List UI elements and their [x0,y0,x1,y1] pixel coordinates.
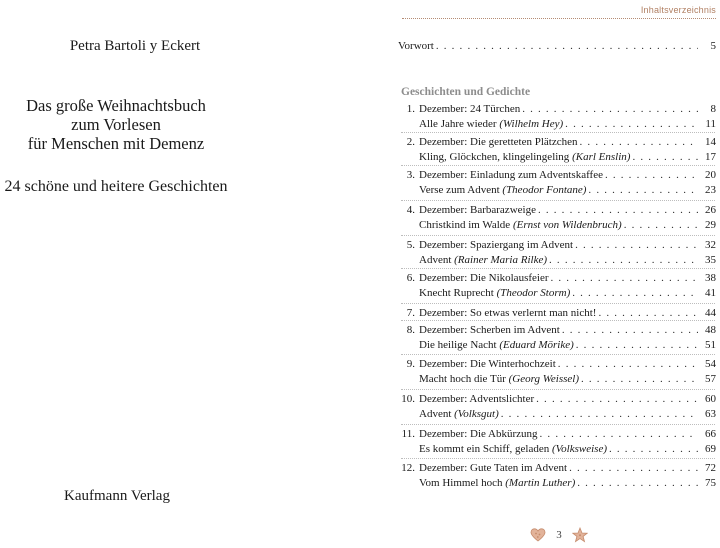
toc-poem-entry [398,477,575,490]
toc-row-story[interactable] [398,324,716,337]
dot-leader [436,40,698,53]
toc-poem-title: Kling, Glöckchen, klingelingeling [419,151,570,163]
dot-leader [540,428,698,441]
toc-group-divider [401,132,715,133]
dot-leader [501,408,698,421]
toc-poem-entry [398,118,563,131]
dot-leader [551,272,699,285]
toc-entry-label: Vorwort [398,40,434,52]
toc-row-story[interactable] [398,103,716,116]
page-number: 3 [556,529,562,541]
toc-row-poem[interactable] [398,184,716,197]
toc-story-title: Dezember: Spaziergang im Advent [419,239,574,251]
book-title [0,96,232,153]
toc-poem-entry [398,219,622,232]
toc-poem-author: (Theodor Fontane) [502,184,587,196]
toc-group-divider [401,268,715,269]
toc-story-title: Dezember: Gute Taten im Advent [419,462,568,474]
toc-poem-author: (Ernst von Wildenbruch) [512,219,622,231]
toc-day-number: 3. [406,169,415,181]
toc-row-poem[interactable] [398,118,716,131]
dot-leader [569,462,698,475]
toc-page-number: 75 [705,477,716,489]
toc-poem-title: Verse zum Advent [419,184,500,196]
dot-leader [562,324,698,337]
author-name: Petra Bartoli y Eckert [69,38,201,54]
toc-poem-entry [398,443,607,456]
dot-leader [549,254,698,267]
toc-page-number: 8 [710,103,716,115]
toc-page-number: 35 [705,254,716,266]
toc-story-title: Dezember: So etwas verlernt man nicht! [419,307,597,319]
dot-leader [632,151,698,164]
toc-poem-author: (Rainer Maria Rilke) [454,254,548,266]
toc-story-title: Dezember: Die Winterhochzeit [419,358,556,370]
toc-page-number: 48 [705,324,716,336]
toc-page-number: 38 [705,272,716,284]
toc-row-story[interactable] [398,272,716,285]
page-footer [398,526,720,544]
toc-story-title: Dezember: Die geretteten Plätzchen [419,136,578,148]
star-icon [572,527,588,543]
toc-page-number: 14 [705,136,716,148]
toc-poem-author: (Martin Luther) [505,477,576,489]
toc-page-number: 57 [705,373,716,385]
toc-poem-entry [398,254,547,267]
toc-page-number: 26 [705,204,716,216]
toc-row-poem[interactable] [398,339,716,352]
toc-story-title: Dezember: Scherben im Advent [419,324,560,336]
toc-poem-author: (Volksgut) [454,408,499,420]
toc-poem-author: (Theodor Storm) [496,287,571,299]
toc-page-number: 54 [705,358,716,370]
toc-poem-title: Macht hoch die Tür [419,373,506,385]
toc-poem-title: Die heilige Nacht [419,339,497,351]
toc-story-title: Dezember: Einladung zum Adventskaffee [419,169,603,181]
toc-row-poem[interactable] [398,219,716,232]
toc-story-title: Dezember: 24 Türchen [419,103,521,115]
toc-group-divider [401,235,715,236]
toc-row-poem[interactable] [398,151,716,164]
running-header: Inhaltsverzeichnis [640,5,716,15]
toc-poem-title: Knecht Ruprecht [419,287,494,299]
toc-group-divider [401,303,715,304]
book-title-line: für Menschen mit Demenz [27,134,205,153]
toc-story-entry [398,462,567,475]
toc-story-entry [398,136,578,149]
toc-page-number: 29 [705,219,716,231]
toc-day-number: 7. [406,307,415,319]
toc-group-divider [401,424,715,425]
toc-row-poem[interactable] [398,443,716,456]
dot-leader [605,169,698,182]
toc-group-divider [401,320,715,321]
dot-leader [580,136,698,149]
toc-row-story[interactable] [398,307,716,320]
toc-group-divider [401,200,715,201]
toc-poem-title: Advent [419,408,452,420]
toc-page-number: 20 [705,169,716,181]
toc-poem-title: Es kommt ein Schiff, geladen [419,443,550,455]
toc-group-divider [401,165,715,166]
toc-story-title: Dezember: Die Abkürzung [419,428,538,440]
toc-day-number: 2. [406,136,415,148]
toc-poem-entry [398,373,579,386]
toc-page-number: 44 [705,307,716,319]
toc-page-number: 72 [705,462,716,474]
toc-story-entry [398,272,549,285]
toc-story-title: Dezember: Die Nikolausfeier [419,272,549,284]
toc-day-number: 11. [401,428,415,440]
dot-leader [522,103,698,116]
toc-page-number: 11 [705,118,716,130]
toc-row-vorwort[interactable] [398,40,716,53]
toc-story-entry [398,103,520,116]
toc-row-story[interactable] [398,462,716,475]
toc-row-poem[interactable] [398,373,716,386]
toc-group-divider [401,354,715,355]
toc-day-number: 6. [406,272,415,284]
toc-page-number: 41 [705,287,716,299]
toc-poem-author: (Volksweise) [552,443,607,455]
toc-row-story[interactable] [398,136,716,149]
toc-row-poem[interactable] [398,408,716,421]
toc-story-entry [398,239,573,252]
toc-row-poem[interactable] [398,477,716,490]
toc-page-number: 69 [705,443,716,455]
toc-poem-entry [398,151,630,164]
publisher-name: Kaufmann Verlag [64,488,170,504]
toc-poem-title: Christkind im Walde [419,219,511,231]
toc-row-story[interactable] [398,358,716,371]
book-title-line: zum Vorlesen [71,115,161,134]
dot-leader [624,219,698,232]
toc-poem-entry [398,339,574,352]
toc-poem-entry [398,287,570,300]
dot-leader [575,239,698,252]
dot-leader [565,118,698,131]
toc-page-number: 17 [705,151,716,163]
toc-day-number: 12. [401,462,415,474]
toc-row-poem[interactable] [398,254,716,267]
toc-page-number: 66 [705,428,716,440]
toc-day-number: 1. [406,103,415,115]
toc-row-story[interactable] [398,204,716,217]
heart-icon [530,527,546,543]
toc-story-title: Dezember: Adventslichter [419,393,535,405]
dot-leader [558,358,698,371]
toc-poem-entry [398,408,499,421]
toc-page-number: 5 [710,40,716,52]
toc-story-entry [398,204,536,217]
toc-poem-title: Alle Jahre wieder [419,118,497,130]
toc-story-entry [398,169,603,182]
dot-leader [581,373,698,386]
toc-row-story[interactable] [398,393,716,406]
toc-day-number: 8. [406,324,415,336]
toc-day-number: 9. [406,358,415,370]
toc-page-number: 23 [705,184,716,196]
dot-leader [536,393,698,406]
book-title-line: Das große Weihnachtsbuch [26,96,206,115]
dot-leader [576,339,698,352]
toc-group-divider [401,458,715,459]
toc-story-title: Dezember: Barbarazweige [419,204,536,216]
header-divider [402,18,716,19]
right-page [398,0,720,548]
toc-day-number: 10. [401,393,415,405]
toc-poem-title: Vom Himmel hoch [419,477,503,489]
toc-row-story[interactable] [398,239,716,252]
toc-story-entry [398,307,596,320]
toc-poem-author: (Wilhelm Hey) [499,118,564,130]
dot-leader [572,287,698,300]
toc-poem-author: (Georg Weissel) [508,373,579,385]
toc-row-story[interactable] [398,169,716,182]
toc-poem-author: (Eduard Mörike) [499,339,574,351]
dot-leader [577,477,698,490]
section-heading: Geschichten und Gedichte [401,86,531,98]
toc-story-entry [398,428,538,441]
toc-page-number: 63 [705,408,716,420]
toc-page-number: 32 [705,239,716,251]
toc-story-entry [398,324,560,337]
toc-row-story[interactable] [398,428,716,441]
toc-page-number: 60 [705,393,716,405]
toc-group-divider [401,389,715,390]
dot-leader [598,307,698,320]
toc-story-entry [398,358,556,371]
toc-story-entry [398,393,534,406]
toc-day-number: 5. [406,239,415,251]
book-subtitle: 24 schöne und heitere Geschichten [4,178,228,195]
toc-poem-title: Advent [419,254,452,266]
dot-leader [609,443,698,456]
dot-leader [538,204,698,217]
toc-day-number: 4. [406,204,415,216]
toc-poem-author: (Karl Enslin) [572,151,631,163]
toc-row-poem[interactable] [398,287,716,300]
toc-poem-entry [398,184,586,197]
toc-page-number: 51 [705,339,716,351]
dot-leader [588,184,698,197]
